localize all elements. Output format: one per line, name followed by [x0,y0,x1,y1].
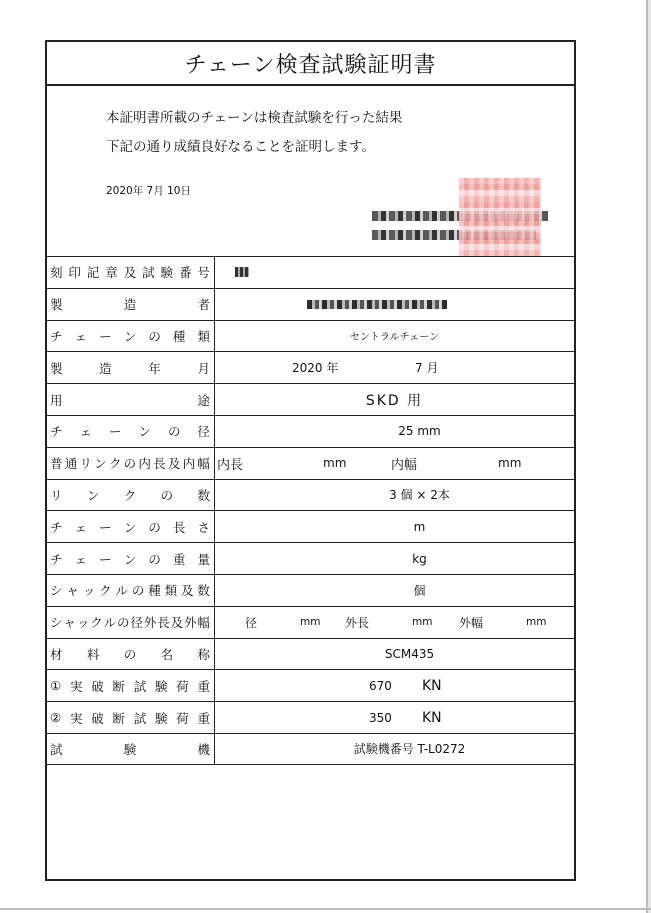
row-label-char: チ [50,424,63,440]
row-value [215,416,574,447]
row-label-char: 種 [172,328,186,344]
row-label-char: ク [123,487,137,503]
redacted-mark [235,267,249,277]
row-label-char: 験 [160,265,174,281]
test-machine-value: 試験機番号 T-L0272 [353,742,466,757]
row-label-char: 長 [157,615,170,631]
row-label-char: ン [94,456,107,472]
row-label-char: 径 [197,424,210,440]
row-label [47,352,215,383]
row-label-char: ン [123,519,137,535]
row-label-char: 実 [69,710,83,726]
row-label-char: 機 [197,741,210,757]
company-seal-stamp [459,178,541,256]
row-label-char: 試 [133,710,147,726]
manufacture-month: 7 月 [415,361,439,376]
row-label-char: ャ [66,583,79,599]
table-row [47,606,574,638]
row-value [215,257,574,288]
row-label-char: ル [103,615,117,631]
table-row [47,479,574,511]
row-label-char: 名 [160,646,174,662]
row-label [47,321,215,352]
row-label-char: 断 [112,710,125,726]
table-row [47,256,574,288]
row-label-char: ェ [74,519,88,535]
intro-text [106,104,402,162]
row-label-char: ー [108,424,122,440]
inner-length-unit: mm [323,456,347,471]
row-value [215,575,574,606]
row-value [215,639,574,670]
table-row [47,701,574,733]
row-label-char: ッ [82,583,96,599]
row-label-char: チ [50,551,63,567]
chain-diameter-value: 25 mm [398,424,441,439]
row-value [215,734,574,764]
row-label-char: ① [50,678,62,694]
row-label-char: 用 [50,392,63,408]
row-label [47,448,215,479]
certificate-frame [45,40,576,881]
inner-width-label: 内幅 [391,457,418,473]
row-label-char: 月 [197,360,210,376]
table-row [47,510,574,542]
row-label-char: 験 [154,710,168,726]
row-label [47,289,215,320]
row-label-char: 材 [50,646,63,662]
shackle-diameter-label: 径 [245,615,258,630]
row-label-char: ャ [63,615,76,631]
row-label-char: 製 [50,360,63,376]
row-label-char: ン [123,328,137,344]
row-label [47,639,215,670]
row-label-char: 刻 [50,265,63,281]
row-label-char: の [131,583,145,599]
row-value [215,448,574,479]
row-label-char: ク [99,583,112,599]
row-label-char: ン [86,487,100,503]
table-row [47,669,574,701]
row-label-char: 量 [197,551,210,567]
row-label-char: 荷 [176,710,189,726]
row-label-char: 試 [50,741,63,757]
row-label-char: 称 [197,646,210,662]
row-label-char: ク [108,456,122,472]
row-label-char: 料 [86,646,100,662]
row-label-char: 験 [154,678,168,694]
row-label-char: 番 [178,265,192,281]
link-count-value: 3 個 × 2本 [389,488,450,503]
row-label-char: の [167,424,181,440]
row-label-char: ー [99,551,112,567]
shackle-outer-length-unit: mm [412,616,433,629]
row-value [215,321,574,352]
issue-date: 2020年 7月 10日 [106,185,191,197]
row-label-char: の [123,456,137,472]
row-label [47,416,215,447]
row-label-char: 破 [91,678,104,694]
page-edge-shadow [646,0,648,913]
row-label-char: ー [99,519,112,535]
row-label-char: 製 [50,297,63,313]
chain-length-unit: m [413,519,426,534]
row-label-char: 実 [69,678,83,694]
row-label-char: 重 [197,710,210,726]
row-label-char: 内 [138,456,151,472]
row-label-char: 通 [64,456,78,472]
table-row [47,383,574,415]
usage-value: SKD 用 [365,392,424,409]
row-value [215,670,574,701]
row-label-char: の [148,551,161,567]
row-label-char: 破 [91,710,104,726]
certificate-title: チェーン検査試験証明書 [47,42,574,86]
row-label [47,702,215,733]
row-label-char: チ [50,328,63,344]
row-label-char: 者 [197,297,210,313]
row-label-char: 径 [130,615,143,631]
row-label-char: の [148,328,161,344]
shackle-diameter-unit: mm [300,616,321,629]
row-label-char: 長 [172,519,186,535]
table-row [47,447,574,479]
row-label-char: ク [90,615,103,631]
row-label-char: 幅 [197,615,210,631]
row-label-char: の [160,487,174,503]
row-label-char: 数 [197,487,210,503]
load-test-1-unit: KN [422,677,442,694]
row-label-char: 途 [197,392,210,408]
row-label-char: 外 [143,615,157,631]
material-value: SCM435 [384,646,435,661]
row-label-char: 試 [142,265,155,281]
row-label [47,480,215,511]
row-label [47,511,215,542]
row-label-char: 験 [123,741,137,757]
row-label [47,257,215,288]
inner-length-label: 内長 [217,457,244,473]
manufacture-year: 2020 年 [292,361,339,376]
row-label-char: ー [99,328,112,344]
row-label [47,384,215,415]
table-row [47,415,574,447]
row-value [215,384,574,415]
row-label-char: 重 [172,551,186,567]
row-label-char: ル [115,583,129,599]
row-value [215,543,574,574]
row-label-char: 号 [197,265,210,281]
row-value [215,607,574,638]
row-label-char: 重 [197,678,210,694]
spec-table [47,256,574,765]
row-value [215,511,574,542]
row-label-char: 試 [133,678,147,694]
row-value [215,480,574,511]
table-row [47,320,574,352]
page-edge-bottom [0,908,651,910]
row-label-char: の [148,519,161,535]
load-test-1-value: 670 [369,678,392,693]
row-label-char: チ [50,519,63,535]
row-label-char: 印 [68,265,81,281]
chain-weight-unit: kg [412,551,427,566]
row-label [47,543,215,574]
row-label-char: 及 [181,583,194,599]
row-label-char: 長 [153,456,166,472]
row-label-char: 類 [164,583,178,599]
row-label-char: 幅 [197,456,210,472]
row-label [47,734,215,764]
row-label-char: 断 [112,678,125,694]
shackle-count-unit: 個 [413,583,426,598]
row-label-char: 普 [50,456,63,472]
chain-type-value: セントラルチェーン [349,332,440,344]
row-label-char: リ [50,487,63,503]
load-test-2-value: 350 [369,710,392,725]
table-row [47,542,574,574]
row-label-char: 造 [123,297,137,313]
inner-width-unit: mm [498,456,522,471]
row-value [215,702,574,733]
shackle-outer-width-unit: mm [526,616,547,629]
row-label [47,670,215,701]
table-row [47,351,574,383]
row-value [215,289,574,320]
table-row [47,733,574,765]
table-row [47,574,574,606]
row-label-char: 及 [170,615,184,631]
row-label-char: ② [50,710,62,726]
row-label-char: ッ [76,615,90,631]
intro-line-2: 下記の通り成績良好なることを証明します。 [106,139,375,155]
row-label-char: の [123,646,137,662]
row-label-char: 章 [105,265,118,281]
row-label-char: ェ [74,551,88,567]
row-label-char: 及 [167,456,181,472]
row-label [47,575,215,606]
row-label-char: ン [123,551,137,567]
shackle-outer-length-label: 外長 [345,615,370,630]
row-label-char: 外 [184,615,197,631]
row-label-char: 数 [197,583,210,599]
row-label-char: さ [197,519,210,535]
row-label-char: 種 [148,583,161,599]
row-label-char: 記 [86,265,100,281]
row-label-char: 及 [123,265,137,281]
row-label-char: の [117,615,130,631]
row-label-char: ェ [74,328,88,344]
row-label-char: 造 [99,360,112,376]
row-label-char: シ [50,615,63,631]
table-row [47,288,574,320]
row-label-char: ン [138,424,151,440]
row-label [47,607,215,638]
row-label-char: 年 [148,360,161,376]
intro-line-1: 本証明書所載のチェーンは検査試験を行った結果 [106,110,403,126]
shackle-outer-width-label: 外幅 [459,615,484,630]
row-label-char: 内 [182,456,196,472]
row-label-char: 類 [197,328,210,344]
row-label-char: シ [50,583,63,599]
table-row [47,638,574,670]
row-value [215,352,574,383]
row-label-char: 荷 [176,678,189,694]
row-label-char: ェ [79,424,92,440]
redacted-maker [307,300,447,309]
row-label-char: リ [79,456,92,472]
load-test-2-unit: KN [422,709,442,726]
